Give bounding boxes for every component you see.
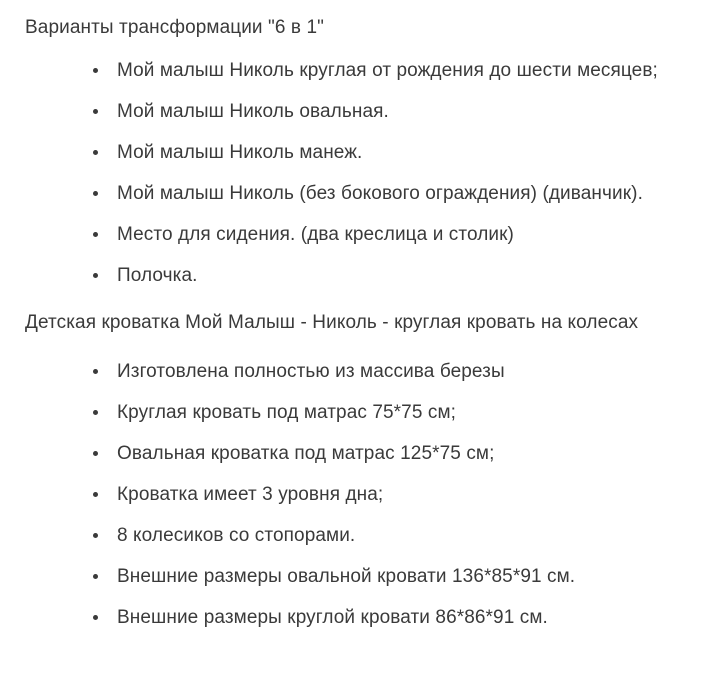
list-item [0, 478, 725, 511]
list-item [0, 396, 725, 429]
list-item-label: Мой малыш Николь круглая от рождения до шести месяцев; [117, 60, 658, 81]
list-item [0, 177, 725, 210]
list-item-label: Круглая кровать под матрас 75*75 см; [117, 402, 457, 423]
list-item-label: Место для сидения. (два креслица и столик) [117, 224, 514, 245]
list-item [0, 136, 725, 169]
list-item-label: Изготовлена полностью из массива березы [117, 361, 505, 382]
bullet-dot-icon [93, 273, 98, 278]
crib-specs-list [0, 355, 725, 634]
bullet-dot-icon [93, 533, 98, 538]
bullet-dot-icon [93, 232, 98, 237]
list-item [0, 437, 725, 470]
bullet-dot-icon [93, 369, 98, 374]
bullet-dot-icon [93, 191, 98, 196]
bullet-dot-icon [93, 410, 98, 415]
transformation-options-list [0, 54, 725, 292]
section-heading-transformation: Варианты трансформации "6 в 1" [25, 17, 325, 38]
list-item [0, 601, 725, 634]
bullet-dot-icon [93, 68, 98, 73]
list-item [0, 519, 725, 552]
list-item-label: Мой малыш Николь манеж. [117, 142, 363, 163]
section-spacer [0, 292, 725, 306]
bullet-dot-icon [93, 109, 98, 114]
bullet-dot-icon [93, 451, 98, 456]
list-item-label: Внешние размеры овальной кровати 136*85*91 см. [117, 566, 576, 587]
list-item-label: Мой малыш Николь овальная. [117, 101, 389, 122]
bullet-dot-icon [93, 150, 98, 155]
list-item-label: 8 колесиков со стопорами. [117, 525, 356, 546]
list-item [0, 95, 725, 128]
section-heading-crib-description: Детская кроватка Мой Малыш - Николь - круглая кровать на колесах [25, 312, 639, 333]
list-item [0, 355, 725, 388]
list-item [0, 218, 725, 251]
list-item-label: Внешние размеры круглой кровати 86*86*91 см. [117, 607, 548, 628]
bullet-dot-icon [93, 574, 98, 579]
list-item [0, 560, 725, 593]
bullet-dot-icon [93, 615, 98, 620]
list-item [0, 259, 725, 292]
list-item-label: Кроватка имеет 3 уровня дна; [117, 484, 384, 505]
list-item-label: Овальная кроватка под матрас 125*75 см; [117, 443, 495, 464]
list-item-label: Мой малыш Николь (без бокового ограждения) (диванчик). [117, 183, 643, 204]
list-item-label: Полочка. [117, 265, 198, 286]
bullet-dot-icon [93, 492, 98, 497]
list-item [0, 54, 725, 87]
